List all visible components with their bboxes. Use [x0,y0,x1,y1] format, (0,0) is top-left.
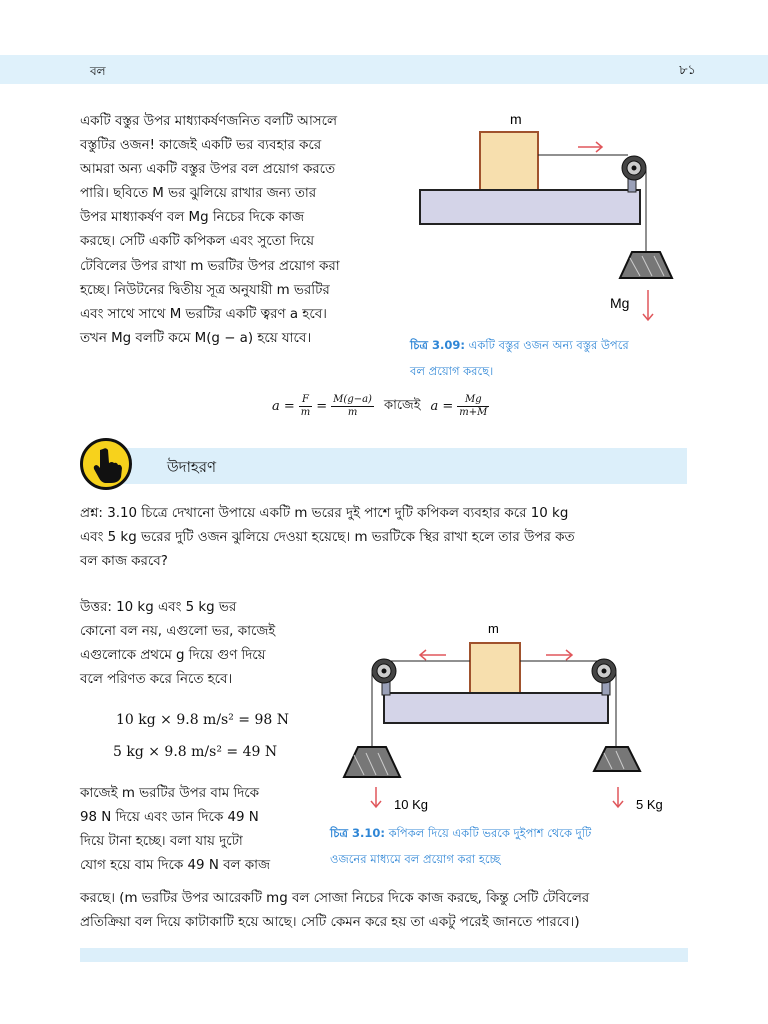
figure-3-09-diagram [410,100,690,330]
answer-line: প্রতিক্রিয়া বল দিয়ে কাটাকাটি হয়ে আছে। সেটি কেমন করে হয় তা একটু পরেই জানতে পারবে।) [80,915,580,931]
caption-text: বল প্রয়োগ করছে। [410,364,494,378]
weight-left [344,747,400,777]
force-arrow-down [643,290,653,320]
formula-equals: = [316,398,328,414]
formula-a-2: a = [430,398,454,414]
force-arrow-down-left [371,787,381,807]
weight-label-5kg: 5 Kg [636,797,663,812]
mass-label-m: m [488,621,499,636]
pulley-right [592,659,616,695]
intro-line: এবং সাথে সাথে M ভরটির একটি ত্বরণ a হবে। [80,306,327,322]
caption-number: চিত্র 3.09: [410,338,465,352]
intro-line: হচ্ছে। নিউটনের দ্বিতীয় সূত্র অনুযায়ী m ভরটির [80,282,330,298]
weight-right [594,747,640,771]
caption-text: কপিকল দিয়ে একটি ভরকে দুইপাশ থেকে দুটি [388,826,592,840]
answer-line: বলে পরিণত করে নিতে হবে। [80,672,233,688]
answer-line: কাজেই m ভরটির উপর বাম দিকে [80,786,260,801]
intro-line: টেবিলের উপর রাখা m ভরটির উপর প্রয়োগ করা [80,258,340,274]
question-line: বল কাজ করবে? [80,554,168,570]
calc-5kg: 5 kg × 9.8 m/s² = 49 N [113,744,278,760]
answer-paragraph-continued [80,782,306,878]
force-arrow-left [420,650,446,660]
intro-line: করছে। সেটি একটি কপিকল এবং সুতো দিয়ে [80,234,314,250]
fraction-mg-a-over-m: $\frac{M(g-a)}{m}$ [333,393,372,418]
caption-text: একটি বস্তুর ওজন অন্য বস্তুর উপরে [468,338,629,352]
acceleration-formula [272,388,489,424]
answer-line: 98 N দিয়ে এবং ডান দিকে 49 N [80,810,259,826]
intro-line: আমরা অন্য একটি বস্তুর উপর বল প্রয়োগ করতে [80,162,336,178]
calc-10kg: 10 kg × 9.8 m/s² = 98 N [116,712,289,728]
answer-line: উত্তর: 10 kg এবং 5 kg ভর [80,600,237,615]
table [420,190,640,224]
question-line: প্রশ্ন: 3.10 চিত্রে দেখানো উপায়ে একটি m ভরের দুই পাশে দুটি কপিকল ব্যবহার করে 10 kg [80,506,569,521]
hanging-weight [620,252,672,278]
pulley [622,156,646,192]
answer-line: যোগ হয়ে বাম দিকে 49 N বল কাজ [80,858,271,874]
section-title: বল [90,64,106,78]
pointing-hand-icon [80,438,132,490]
force-arrow-right [578,142,602,152]
mass-block [470,643,520,693]
intro-line: একটি বস্তুর উপর মাধ্যাকর্ষণজনিত বলটি আসলে [80,114,337,129]
example-banner [95,448,687,484]
table [384,693,608,723]
figure-3-10-diagram [338,615,688,820]
force-arrow-right [546,650,572,660]
answer-line: কোনো বল নয়, এগুলো ভর, কাজেই [80,624,276,640]
answer-paragraph-full [80,887,688,935]
footer-bar [80,948,688,962]
formula-therefore: কাজেই [383,397,421,413]
mass-block [480,132,538,190]
answer-paragraph [80,596,306,692]
question-paragraph [80,502,688,574]
weight-label-10kg: 10 Kg [394,797,428,812]
page-number: ৮১ [679,63,696,78]
page-header [0,55,768,84]
intro-line: তখন Mg বলটি কমে M(g − a) হয়ে যাবে। [80,330,312,346]
intro-line: বস্তুটির ওজন! কাজেই একটি ভর ব্যবহার করে [80,138,322,154]
pulley-left [372,659,396,695]
caption-text: ওজনের মাধ্যমে বল প্রয়োগ করা হচ্ছে [330,852,501,866]
intro-paragraph [80,110,388,351]
intro-line: পারি। ছবিতে M ভর ঝুলিয়ে রাখার জন্য তার [80,186,317,202]
example-title: উদাহরণ [167,458,217,476]
question-line: এবং 5 kg ভরের দুটি ওজন ঝুলিয়ে দেওয়া হয়েছে। m ভরটিকে স্থির রাখা হলে তার উপর কত [80,530,575,546]
fraction-f-over-m: $\frac{F}{m}$ [300,393,311,418]
weight-label-mg: Mg [610,295,630,311]
figure-3-10-caption [330,820,690,872]
answer-line: দিয়ে টানা হচ্ছে। বলা যায় দুটো [80,834,243,850]
force-arrow-down-right [613,787,623,807]
answer-line: করছে। (m ভরটির উপর আরেকটি mg বল সোজা নিচের দিকে কাজ করছে, কিন্তু সেটি টেবিলের [80,891,590,906]
answer-line: এগুলোকে প্রথমে g দিয়ে গুণ দিয়ে [80,648,266,664]
fraction-final: $\frac{Mg}{m+M}$ [459,393,488,418]
figure-3-09-caption [410,332,700,384]
formula-a: a = [272,398,295,414]
intro-line: উপর মাধ্যাকর্ষণ বল Mg নিচের দিকে কাজ [80,210,304,226]
caption-number: চিত্র 3.10: [330,826,385,840]
mass-label-m: m [510,111,522,127]
